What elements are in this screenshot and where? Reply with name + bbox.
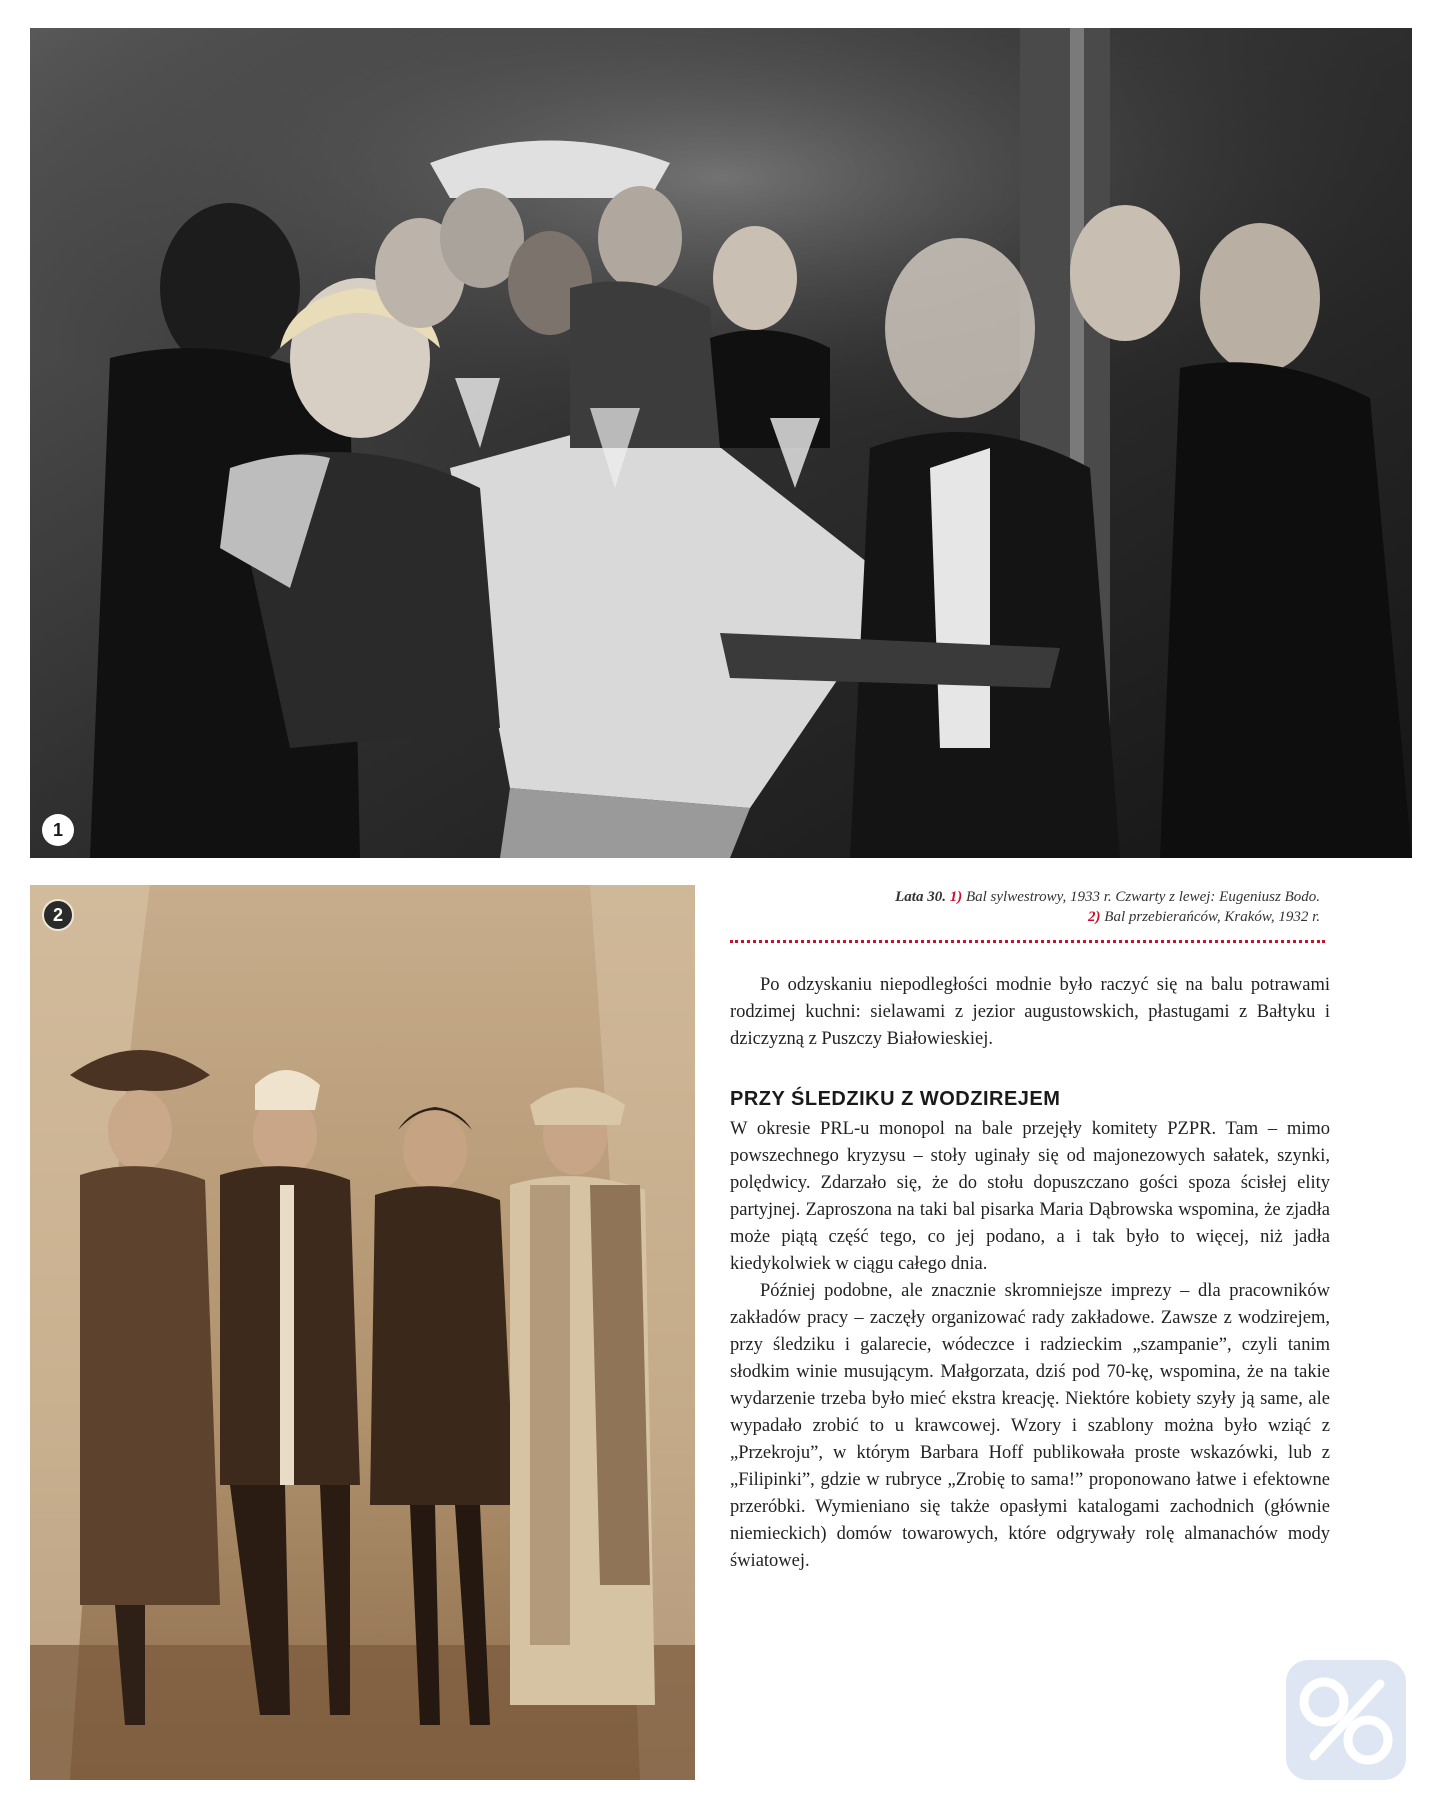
photo-new-years-ball	[30, 28, 1412, 858]
caption-divider	[730, 940, 1325, 943]
caption-title: Lata 30.	[895, 889, 946, 905]
photo-costume-ball-illustration	[30, 885, 695, 1780]
caption-number-1: 1)	[949, 889, 963, 905]
caption-number-2: 2)	[1088, 909, 1101, 925]
section-paragraph-1: W okresie PRL-u monopol na bale przejęły komitety PZPR. Tam – mimo powszechnego kryzysu – stoły uginały się od majonezowych sałatek, szynki, polędwicy. Zdarzało się, że do stołu dopuszczano gości spoza ścisłej elity partyjnej. Zaproszona na taki bal pisarka Maria Dąbrowska wspomina, że zjadła może piątą część tego, co jej podano, a i tak było to więcej, niż jadła kiedykolwiek w ciągu całego dnia.	[730, 1119, 1330, 1274]
intro-paragraph: Po odzyskaniu niepodległości modnie było raczyć się na balu potrawami rodzimej kuchni: sielawami z jezior augustowskich, płastugami z Bałtyku i dziczyzną z Puszczy Białowieskiej.	[730, 975, 1330, 1049]
percent-icon-graphic	[1286, 1660, 1406, 1780]
photo-number-badge: 2	[42, 899, 74, 931]
section-text	[730, 1116, 1330, 1575]
intro-text	[730, 972, 1330, 1053]
photo-costume-ball	[30, 885, 695, 1780]
photo-number-badge: 1	[42, 814, 74, 846]
section-heading: PRZY ŚLEDZIKU Z WODZIREJEM	[730, 1088, 1061, 1110]
section-paragraph-2: Później podobne, ale znacznie skromniejsze imprezy – dla pracowników zakładów pracy – zaczęły organizować rady zakładowe. Zawsze z wodzirejem, przy śledziku i galarecie, wódeczce i radzieckim „szampanie”, czyli tanim słodkim winie musującym. Małgorzata, dziś pod 70-kę, wspomina, że na takie wydarzenie trzeba było mieć ekstra kreację. Niektóre kobiety szyły ją same, ale wypadało zrobić to u krawcowej. Wzory i szablony można było wziąć z „Przekroju”, w którym Barbara Hoff publikowała proste wskazówki, lub z „Filipinki”, gdzie w rubryce „Zrobię to sama!” proponowano łatwe i efektowne przeróbki. Wymieniano się także opasłymi katalogami zachodnich (głównie niemieckich) domów towarowych, które odgrywały rolę almanachów mody światowej.	[730, 1281, 1330, 1571]
caption-text-2: Bal przebierańców, Kraków, 1932 r.	[1104, 909, 1320, 925]
percent-icon	[1286, 1660, 1406, 1780]
caption-text-1: Bal sylwestrowy, 1933 r. Czwarty z lewej: Eugeniusz Bodo.	[965, 889, 1320, 905]
photo-new-years-ball-illustration	[30, 28, 1412, 858]
photo-caption	[730, 887, 1320, 927]
